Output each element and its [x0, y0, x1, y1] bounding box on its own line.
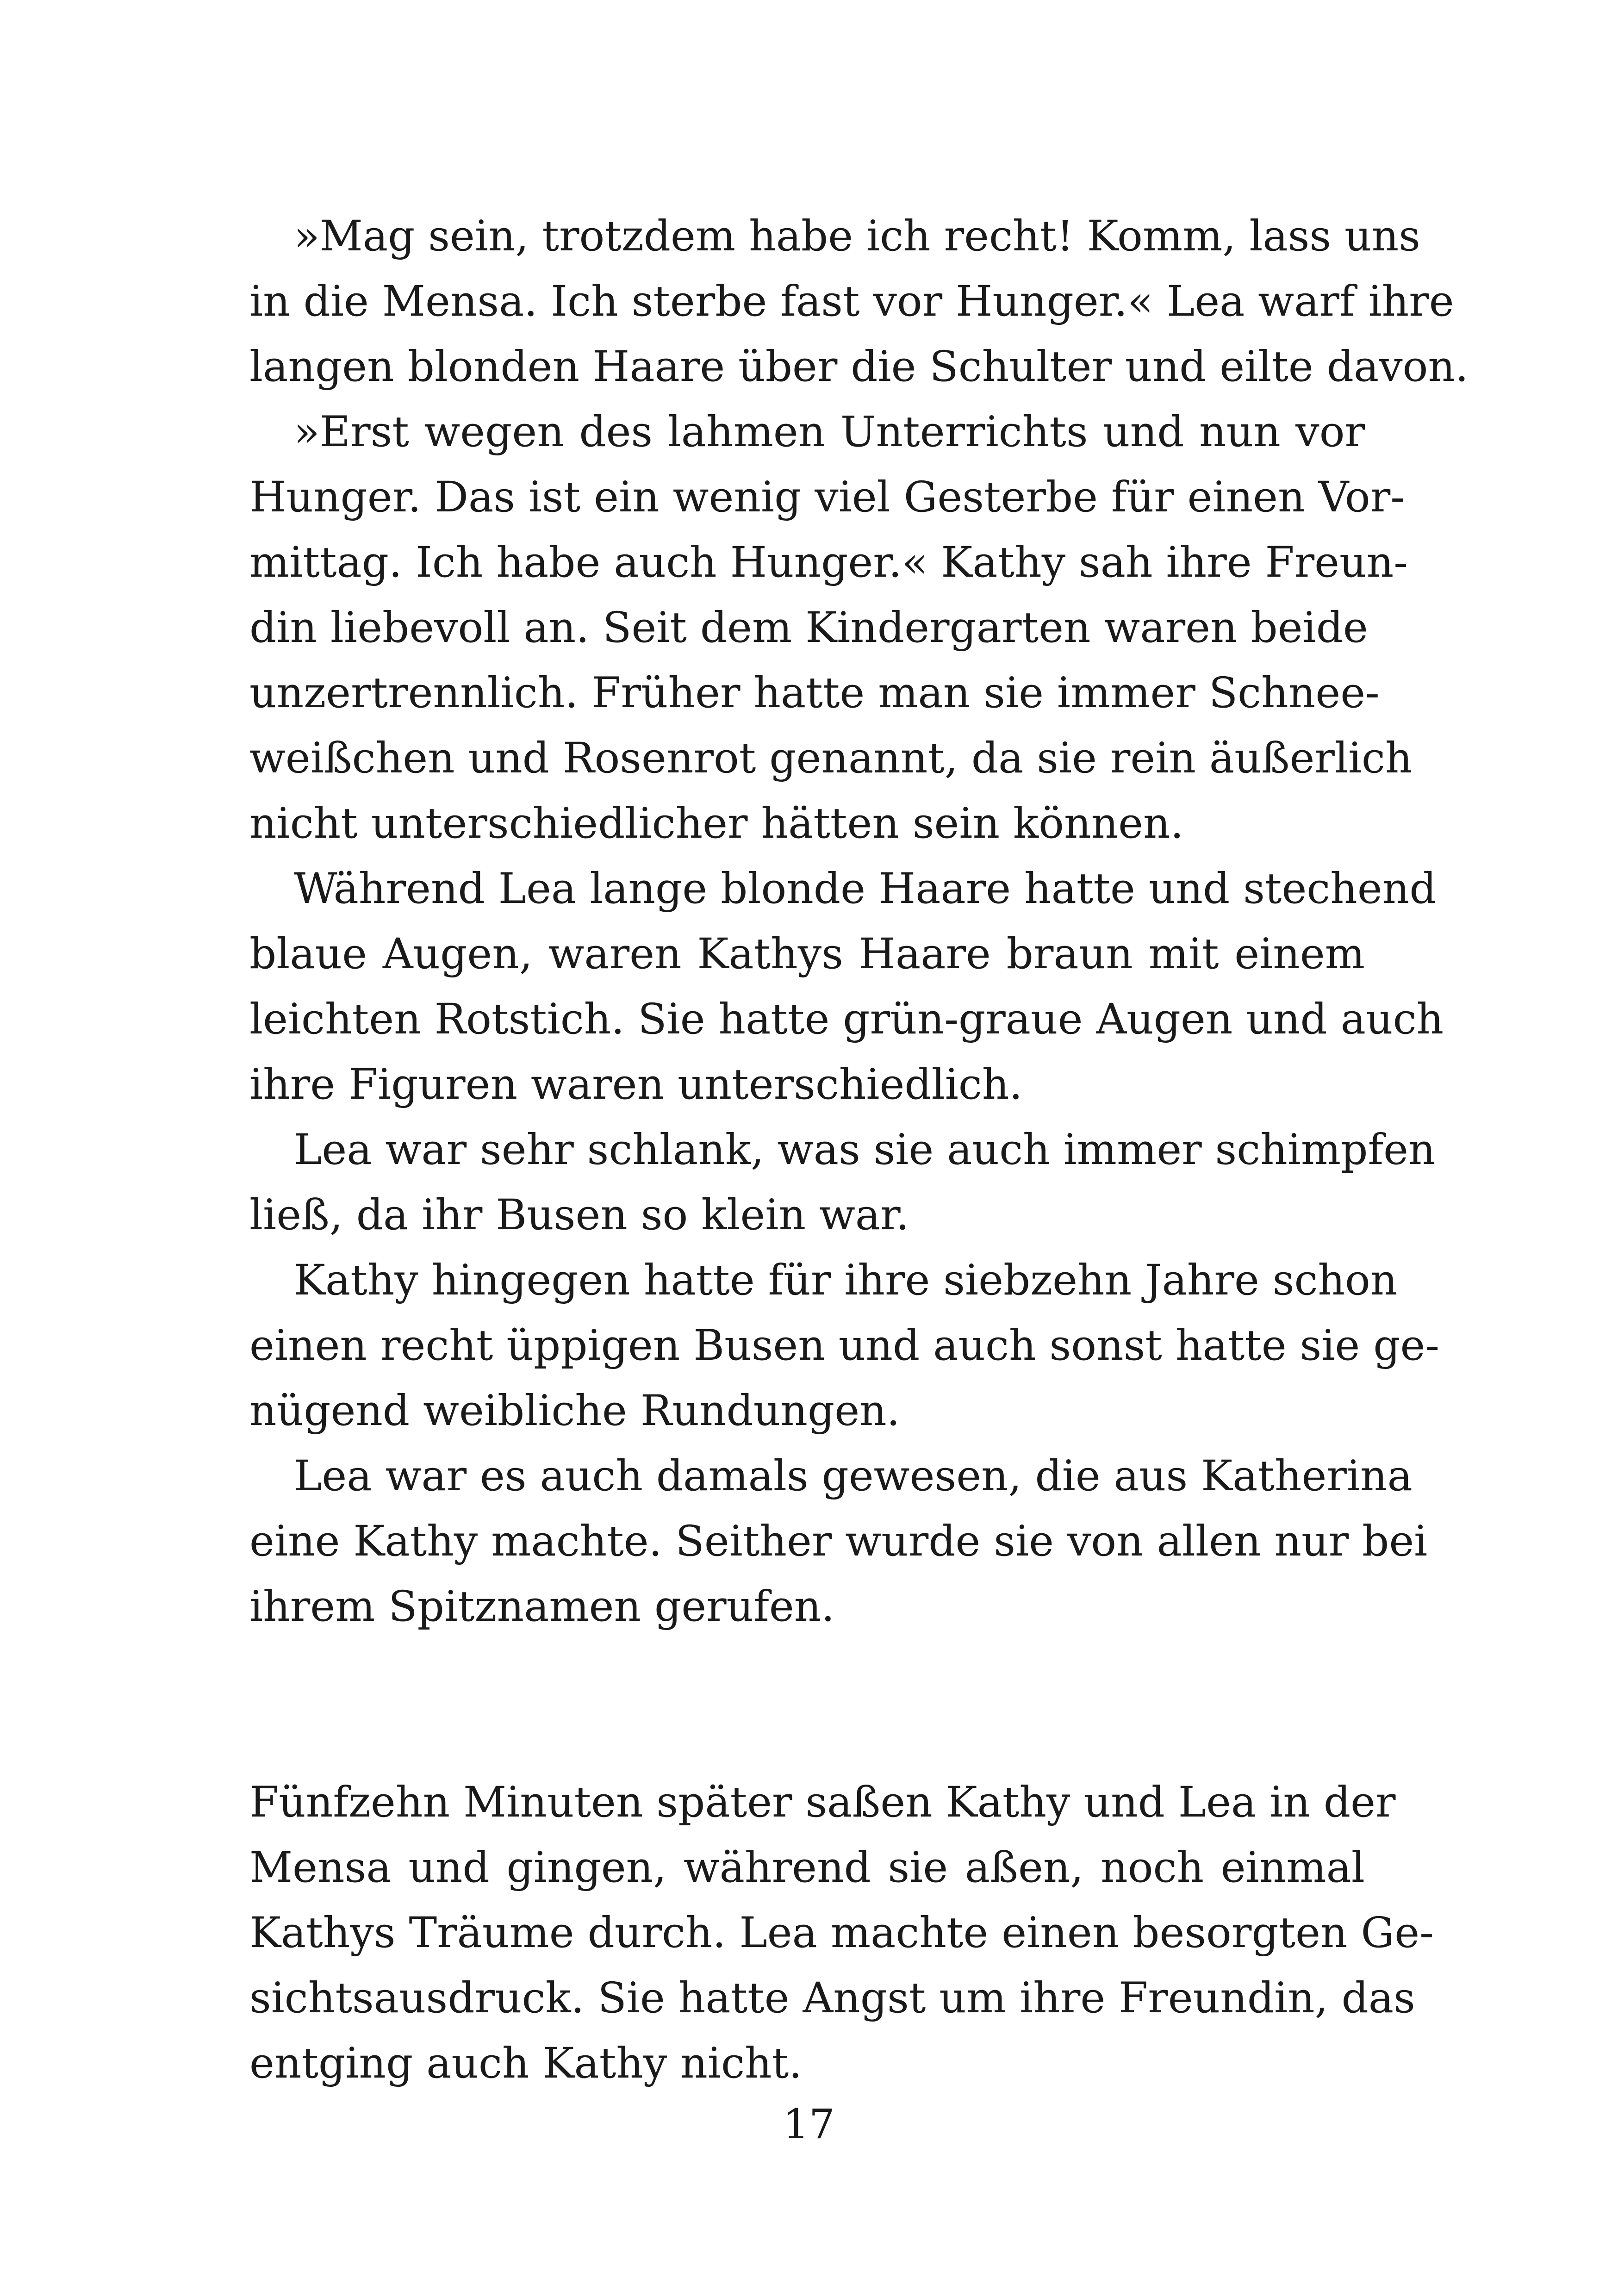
text-line: sichtsausdruck. Sie hatte Angst um ihre Freundin, das [249, 1974, 1415, 2022]
text-line: Hunger. Das ist ein wenig viel Gesterbe für einen Vor- [249, 473, 1405, 522]
text-line: Mensa und gingen, während sie aßen, noch einmal [249, 1843, 1365, 1892]
text-line: nicht unterschiedlicher hätten sein können. [249, 799, 1184, 848]
text-line: Lea war es auch damals gewesen, die aus Katherina [294, 1452, 1413, 1500]
text-line: in die Mensa. Ich sterbe fast vor Hunger.« Lea warf ihre [249, 277, 1454, 326]
text-line: ließ, da ihr Busen so klein war. [249, 1191, 909, 1239]
text-line: Kathy hingegen hatte für ihre siebzehn Jahre schon [294, 1256, 1398, 1305]
text-line: ihre Figuren waren unterschiedlich. [249, 1060, 1023, 1109]
text-line: mittag. Ich habe auch Hunger.« Kathy sah ihre Freun- [249, 538, 1408, 587]
text-line: blaue Augen, waren Kathys Haare braun mit einem [249, 930, 1365, 978]
text-line: din liebevoll an. Seit dem Kindergarten waren beide [249, 604, 1368, 652]
text-line: Kathys Träume durch. Lea machte einen besorgten Ge- [249, 1909, 1434, 1957]
text-line: Fünfzehn Minuten später saßen Kathy und Lea in der [249, 1778, 1396, 1827]
page-number: 17 [783, 2100, 835, 2148]
text-line: »Mag sein, trotzdem habe ich recht! Komm, lass uns [294, 212, 1420, 261]
text-line: eine Kathy machte. Seither wurde sie von allen nur bei [249, 1517, 1428, 1566]
text-line: einen recht üppigen Busen und auch sonst hatte sie ge- [249, 1321, 1440, 1370]
section-break [249, 1639, 1365, 1770]
body-text [249, 204, 1469, 2096]
text-line: Lea war sehr schlank, was sie auch immer schimpfen [294, 1126, 1436, 1174]
text-line: unzertrennlich. Früher hatte man sie immer Schnee- [249, 669, 1380, 717]
text-line: leichten Rotstich. Sie hatte grün-graue Augen und auch [249, 995, 1444, 1044]
text-line: weißchen und Rosenrot genannt, da sie rein äußerlich [249, 734, 1413, 783]
text-line: ihrem Spitznamen gerufen. [249, 1582, 835, 1631]
text-line: »Erst wegen des lahmen Unterrichts und nun vor [294, 408, 1365, 456]
text-line: langen blonden Haare über die Schulter und eilte davon. [249, 342, 1469, 391]
text-line: nügend weibliche Rundungen. [249, 1387, 900, 1435]
text-line: entging auch Kathy nicht. [249, 2039, 803, 2088]
text-line: Während Lea lange blonde Haare hatte und stechend [294, 865, 1437, 913]
